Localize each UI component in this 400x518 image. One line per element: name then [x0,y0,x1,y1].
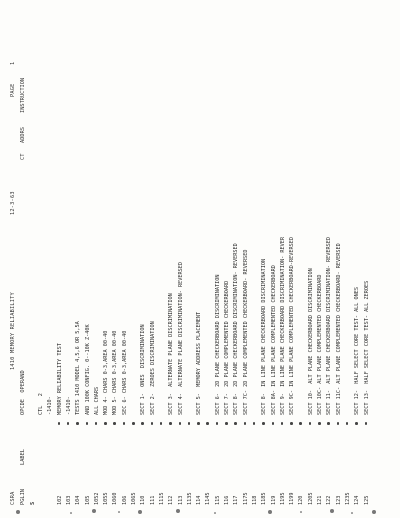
listing-row [354,15,361,505]
statement-number: 1135 [186,492,193,505]
statement-number: 110 [140,495,147,505]
statement-number: 104 [75,495,82,505]
listing-row [317,15,324,505]
statement-number: 115 [214,495,221,505]
statement-text: SECT 11- ALT PLANE CHECKERBOARD DISCRIMINATION- REVERSED [326,236,333,415]
statement-number: 106 [121,495,128,505]
statement-text: SECT 1- ONES DISCRIMINATION [140,324,147,415]
statement-text: AND 100K CONFIG. 0--10K Z-40K [84,324,91,415]
statement-text: SECT 8- IN LINE PLANE CHECKERBOARD DISCRIMINATION [261,258,268,415]
comment-marker [355,423,358,426]
listing-row [196,15,203,505]
listing-row [122,15,129,505]
statement-number: 113 [177,495,184,505]
statement-number: 111 [149,495,156,505]
statement-number: 1065 [131,492,137,505]
comment-marker [299,423,302,426]
statement-text: SECT 9C- IN LINE PLANE COMPLEMENTED CHECKERBOARD-REVERSED [289,236,296,415]
comment-marker [290,423,293,426]
statement-text: CTL 2 [38,393,44,415]
listing-row [280,15,287,505]
comment-marker [262,423,265,426]
statement-text: SECT 2- ZEROES DISCRIMINATION [149,321,156,415]
listing-row [178,15,185,505]
listing-row [94,15,101,505]
comment-marker [86,423,89,426]
statement-number: 1235 [344,492,351,505]
comment-marker [67,423,70,426]
comment-marker [309,423,312,426]
feed-hole [16,510,20,514]
listing-row [150,15,157,505]
statement-number: 1115 [158,492,165,505]
statement-number: 1195 [279,492,286,505]
comment-marker [337,423,340,426]
statement-text: SECT 10C- ALT PLANE COMPLEMENTED CHECKERBOARD [317,274,323,415]
statement-number: 1060 [112,492,119,505]
statement-text: SECT 8- 2D PLANE CHECKERBOARD DISCRIMINATION- REVERSED [233,243,240,415]
comment-marker [234,423,237,426]
listing-row [187,15,194,505]
page-number: 1 [10,61,16,65]
statement-text: SECT 3- ALTERNATE PLANE DISCRIMINATION [168,293,175,415]
column-stmt: PGLIN [20,489,26,505]
paper-speck [118,511,120,513]
feed-hole [330,509,334,513]
listing-row [252,15,259,505]
section-marker: S [30,501,36,505]
listing-row [243,15,250,505]
statement-number: 118 [251,495,258,505]
statement-number: 124 [354,495,361,505]
feed-hole [372,510,376,514]
feed-hole [268,510,272,514]
listing-row [66,15,73,505]
comment-marker [197,423,200,426]
listing-row [326,15,333,505]
listing-row [364,15,371,505]
comment-marker [151,423,154,426]
listing-row [57,15,64,505]
statement-number: 121 [317,495,323,505]
statement-number: 105 [84,495,91,505]
comment-marker [123,423,126,426]
column-instruction: INSTRUCTION [20,77,26,113]
listing-row [168,15,175,505]
paper-speck [300,511,302,513]
comment-marker [141,423,144,426]
statement-text: TESTS 1410 MODEL 4,5,6 OR 5,5A [75,321,82,415]
page-label: PAGE [10,83,16,97]
statement-number: 103 [65,495,72,505]
statement-text: SECT 8A- IN LINE PLANE COMPLEMENTED CHECKERBOARD [270,265,277,415]
comment-marker [58,423,61,426]
statement-text: -1410- [47,396,54,415]
comment-marker [179,423,182,426]
listing-row [47,15,54,505]
listing-row [159,15,166,505]
statement-number: 1205 [307,492,314,505]
comment-marker [104,423,107,426]
statement-number: 117 [233,495,240,505]
statement-number: 1145 [205,492,212,505]
statement-text: SECT 9- IN LINE PLANE CHECKERBOARD DISCRIMINATION- REVER [279,236,286,415]
comment-marker [188,423,191,426]
statement-number: 119 [270,495,277,505]
feed-hole [176,509,180,513]
listing-rows [38,15,378,505]
statement-number: 1055 [103,492,110,505]
statement-text: SEC 6- CHARS 0-3,AREA 00-40 [121,330,128,415]
listing-row [131,15,138,505]
statement-text: SECT 7C- 2D PLANE COMPLEMENTED CHECKERBOARD- REVERSED [242,249,249,415]
statement-text: -1410- [65,396,72,415]
listing-row [85,15,92,505]
paper-speck [351,512,353,514]
column-opcode-operand: OPCDE OPERAND [20,370,26,415]
column-ct: CT [20,153,26,160]
listing-row [289,15,296,505]
paper-speck [214,512,216,514]
statement-number: 116 [224,495,230,505]
statement-text: MOD 4- CHARS 0-3,AREA 00-40 [103,330,110,415]
comment-marker [327,423,330,426]
statement-number: 1175 [242,492,249,505]
comment-marker [132,423,135,426]
statement-number: 1052 [93,492,100,505]
comment-marker [113,423,116,426]
statement-text: MEMORY RELIABILITY TEST [56,343,63,415]
comment-marker [216,423,219,426]
comment-marker [206,423,209,426]
statement-text: SECT 4- ALTERNATE PLANE DISCRIMINATION- REVERSED [177,261,184,415]
feed-hole [138,510,142,514]
listing-row [140,15,147,505]
paper-speck [70,512,72,514]
listing-row [345,15,352,505]
job-id: CSRA [10,491,16,505]
comment-marker [346,423,349,426]
listing-title: 1410 MEMORY RELIABILITY [10,292,16,370]
listing-row [261,15,268,505]
rotated-listing [10,15,380,505]
statement-number: 1185 [261,492,268,505]
statement-text: SECT 11C- ALT PLANE COMPLEMENTED CHECKERBOARD- REVERSED [335,243,342,415]
comment-marker [365,423,368,426]
statement-text: SECT 7- 2D PLANE COMPLEMENTED CHECKERBOARD [224,280,230,415]
statement-number: 114 [196,495,203,505]
column-label: LABEL [20,449,26,465]
listing-row [205,15,212,505]
listing-row [308,15,315,505]
comment-marker [244,423,247,426]
statement-text: SECT 5- MEMORY ADDRESS PLACEMENT [196,311,203,415]
listing-row [38,15,45,505]
listing-row [103,15,110,505]
statement-number: 112 [168,495,175,505]
listing-row [336,15,343,505]
comment-marker [318,423,321,426]
listing-row [75,15,82,505]
statement-number: 122 [326,495,333,505]
comment-marker [281,423,284,426]
statement-number: 102 [56,495,63,505]
feed-hole [92,509,96,513]
listing-row [112,15,119,505]
listing-row [271,15,278,505]
statement-number: 120 [298,495,305,505]
comment-marker [169,423,172,426]
statement-text: ALL CHARS [93,386,100,415]
statement-text: SECT 13- HALF SELECT CORE TEST- ALL ZEROES [363,280,370,415]
comment-marker [253,423,256,426]
comment-marker [95,423,98,426]
statement-number: 1199 [289,492,296,505]
statement-text: SECT 6- 2D PLANE CHECKERBOARD DISCRIMINATION [214,274,221,415]
listing-row [224,15,231,505]
comment-marker [160,423,163,426]
comment-marker [225,423,228,426]
listing-row [233,15,240,505]
statement-number: 123 [335,495,342,505]
statement-text: SECT 12- HALF SELECT CORE TEST- ALL ONES [354,286,361,415]
statement-text: MOD 5- CHARS 0-3,AREA 00-40 [112,330,119,415]
listing-date: 12-3-63 [10,191,16,215]
comment-marker [272,423,275,426]
listing-row [298,15,305,505]
statement-number: 125 [363,495,370,505]
statement-text: SECT 10- ALT PLANE CHECKERBOARD DISCRIMINATION [307,268,314,415]
column-address: ADDRS [20,127,26,143]
listing-row [215,15,222,505]
comment-marker [76,423,79,426]
